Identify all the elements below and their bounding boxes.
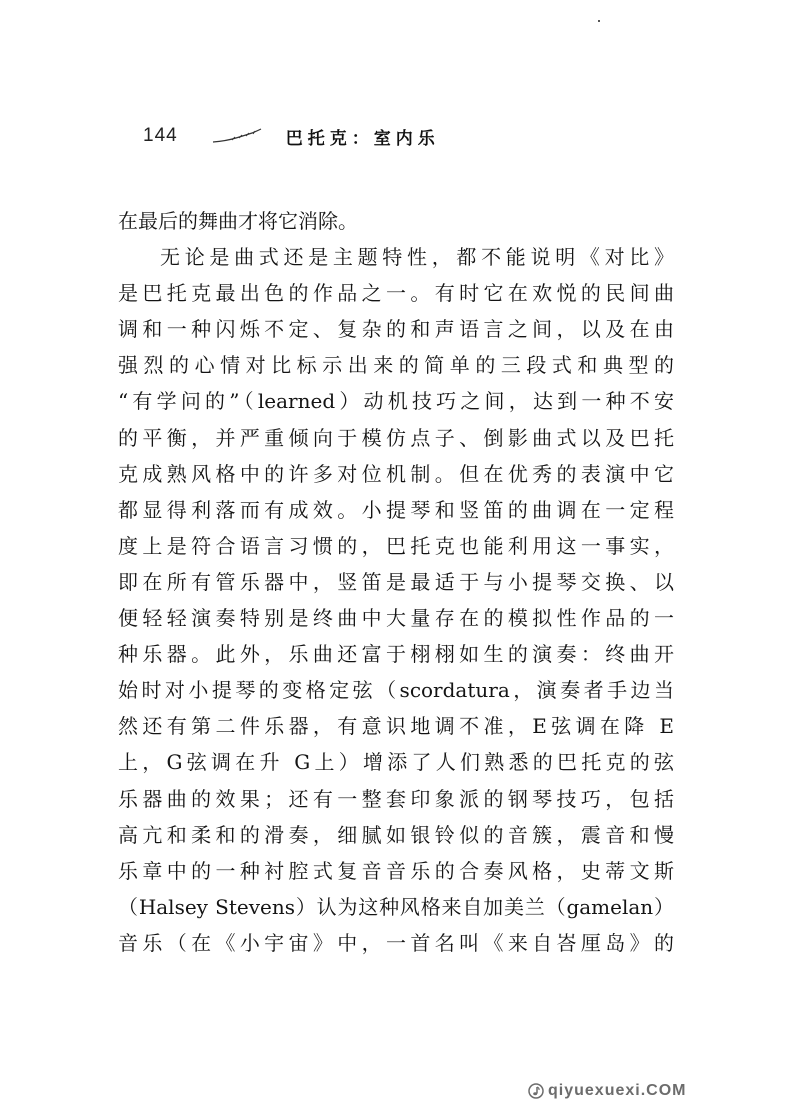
text-line: 便轻轻演奏特别是终曲中大量存在的模拟性作品的一 <box>118 606 674 631</box>
text-line: 的平衡，并严重倾向于模仿点子、倒影曲式以及巴托 <box>118 425 674 450</box>
text-line: 在最后的舞曲才将它消除。 <box>118 209 358 233</box>
text-line: 是巴托克最出色的作品之一。有时它在欢悦的民间曲 <box>118 281 674 306</box>
text-line: 乐章中的一种衬腔式复音音乐的合奏风格，史蒂文斯 <box>118 858 674 883</box>
text-line: “有学问的”（learned）动机技巧之间，达到一种不安 <box>118 389 674 414</box>
text-line: 高亢和柔和的滑奏，细腻如银铃似的音簇，震音和慢 <box>118 822 674 847</box>
scan-speck <box>598 20 600 22</box>
text-line: 调和一种闪烁不定、复杂的和声语言之间，以及在由 <box>118 317 674 342</box>
running-header <box>143 120 440 152</box>
text-line: 都显得利落而有成效。小提琴和竖笛的曲调在一定程 <box>118 497 674 522</box>
text-line: 无论是曲式还是主题特性，都不能说明《对比》 <box>160 245 674 270</box>
text-line: 强烈的心情对比标示出来的简单的三段式和典型的 <box>118 353 674 378</box>
text-line: 乐器曲的效果；还有一整套印象派的钢琴技巧，包括 <box>118 786 674 811</box>
site-watermark <box>528 1082 686 1100</box>
music-note-icon <box>528 1083 544 1099</box>
text-line: 音乐（在《小宇宙》中，一首名叫《来自峇厘岛》的 <box>118 930 674 955</box>
text-line: 上，G弦调在升 G上）增添了人们熟悉的巴托克的弦 <box>118 750 674 775</box>
watermark-text: qiyuexuexi.COM <box>548 1082 687 1099</box>
text-line: 始时对小提琴的变格定弦（scordatura，演奏者手边当 <box>118 678 674 703</box>
decorative-scroll-icon <box>212 128 262 144</box>
text-line: （Halsey Stevens）认为这种风格来自加美兰（gamelan） <box>118 894 674 919</box>
text-line: 克成熟风格中的许多对位机制。但在优秀的表演中它 <box>118 461 674 486</box>
text-line: 然还有第二件乐器，有意识地调不准，E弦调在降 E <box>118 714 674 739</box>
text-line: 度上是符合语言习惯的，巴托克也能利用这一事实， <box>118 533 674 558</box>
running-header-title: 巴托克：室内乐 <box>285 128 440 149</box>
text-line: 即在所有管乐器中，竖笛是最适于与小提琴交换、以 <box>118 569 674 594</box>
body-text <box>118 203 674 961</box>
text-line: 种乐器。此外，乐曲还富于栩栩如生的演奏：终曲开 <box>118 642 674 667</box>
page-number: 144 <box>143 125 178 146</box>
